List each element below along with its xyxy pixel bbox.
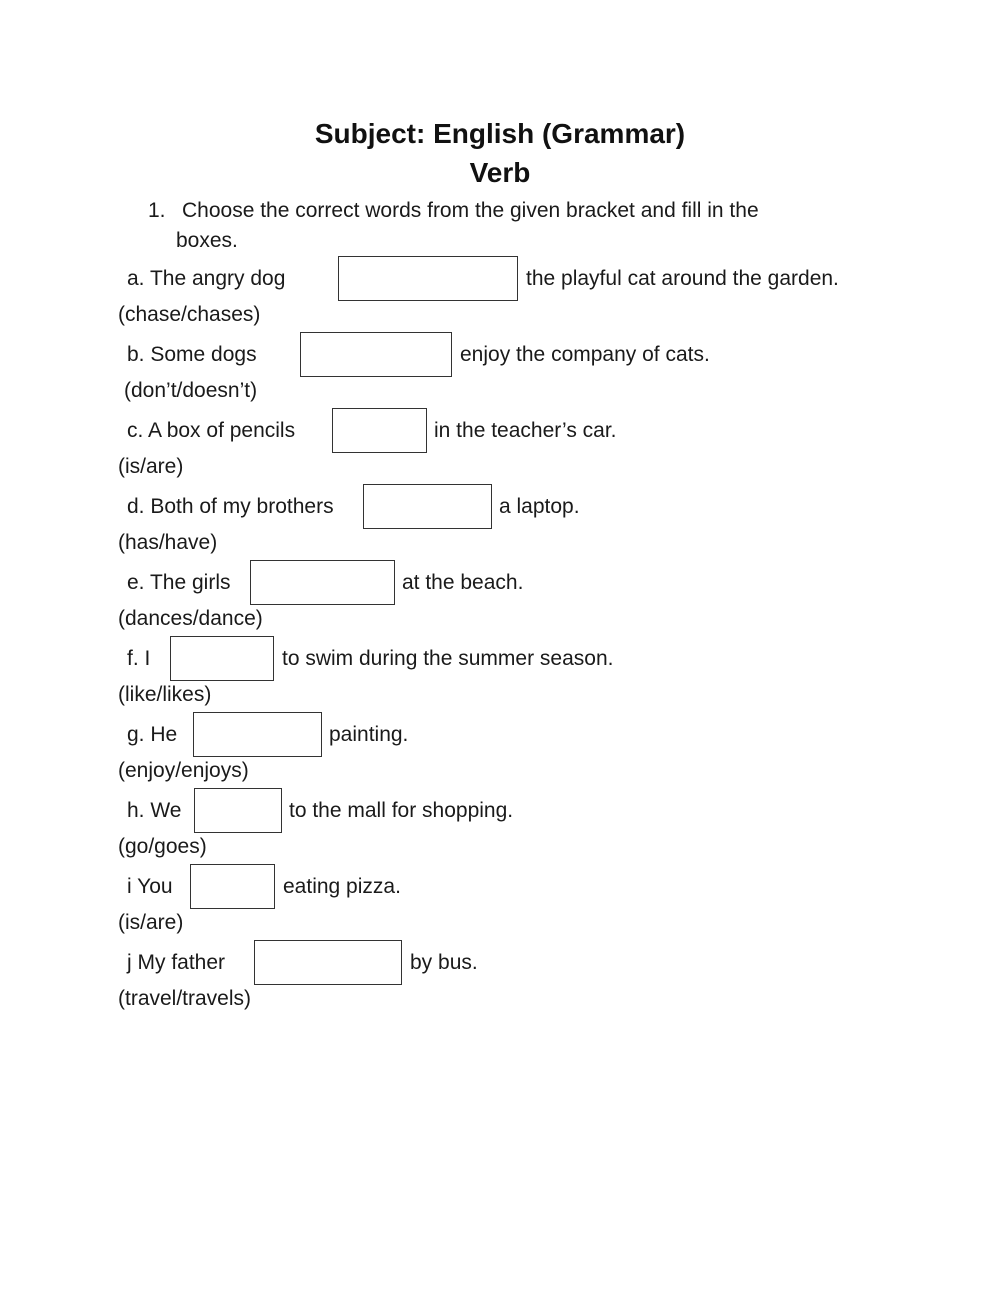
instruction-text-line1: Choose the correct words from the given bracket and fill in the xyxy=(182,199,759,222)
answer-box-j[interactable] xyxy=(254,940,402,985)
question-i-suffix: eating pizza. xyxy=(283,875,401,898)
question-i-prefix: i You xyxy=(127,875,173,898)
question-a-options: (chase/chases) xyxy=(118,303,261,326)
question-e-options: (dances/dance) xyxy=(118,607,263,630)
instruction-number: 1. xyxy=(148,199,166,222)
question-b-suffix: enjoy the company of cats. xyxy=(460,343,710,366)
answer-box-h[interactable] xyxy=(194,788,282,833)
question-c-options: (is/are) xyxy=(118,455,184,478)
page-title: Subject: English (Grammar) xyxy=(314,118,686,149)
question-j-suffix: by bus. xyxy=(410,951,478,974)
question-h-suffix: to the mall for shopping. xyxy=(289,799,514,822)
answer-box-a[interactable] xyxy=(338,256,518,301)
question-e-prefix: e. The girls xyxy=(127,571,231,594)
answer-box-d[interactable] xyxy=(363,484,492,529)
question-h-prefix: h. We xyxy=(127,799,182,822)
question-j-options: (travel/travels) xyxy=(118,987,252,1010)
question-b-options: (don’t/doesn’t) xyxy=(124,379,258,402)
question-a-suffix: the playful cat around the garden. xyxy=(526,267,839,290)
answer-box-b[interactable] xyxy=(300,332,452,377)
question-d-options: (has/have) xyxy=(118,531,218,554)
question-g-prefix: g. He xyxy=(127,723,178,746)
question-d-prefix: d. Both of my brothers xyxy=(127,495,334,518)
answer-box-e[interactable] xyxy=(250,560,395,605)
question-a-prefix: a. The angry dog xyxy=(127,267,286,290)
question-i-options: (is/are) xyxy=(118,911,184,934)
answer-box-c[interactable] xyxy=(332,408,427,453)
question-b-prefix: b. Some dogs xyxy=(127,343,257,366)
answer-box-f[interactable] xyxy=(170,636,274,681)
question-f-suffix: to swim during the summer season. xyxy=(282,647,614,670)
answer-box-g[interactable] xyxy=(193,712,322,757)
question-c-prefix: c. A box of pencils xyxy=(127,419,296,442)
question-f-options: (like/likes) xyxy=(118,683,212,706)
question-c-suffix: in the teacher’s car. xyxy=(434,419,617,442)
instruction-text-line2: boxes. xyxy=(176,229,238,252)
question-e-suffix: at the beach. xyxy=(402,571,524,594)
topic-title: Verb xyxy=(469,157,531,188)
question-j-prefix: j My father xyxy=(127,951,226,974)
question-g-suffix: painting. xyxy=(329,723,409,746)
question-g-options: (enjoy/enjoys) xyxy=(118,759,249,782)
answer-box-i[interactable] xyxy=(190,864,275,909)
question-f-prefix: f. I xyxy=(127,647,151,670)
question-d-suffix: a laptop. xyxy=(499,495,580,518)
question-h-options: (go/goes) xyxy=(118,835,207,858)
